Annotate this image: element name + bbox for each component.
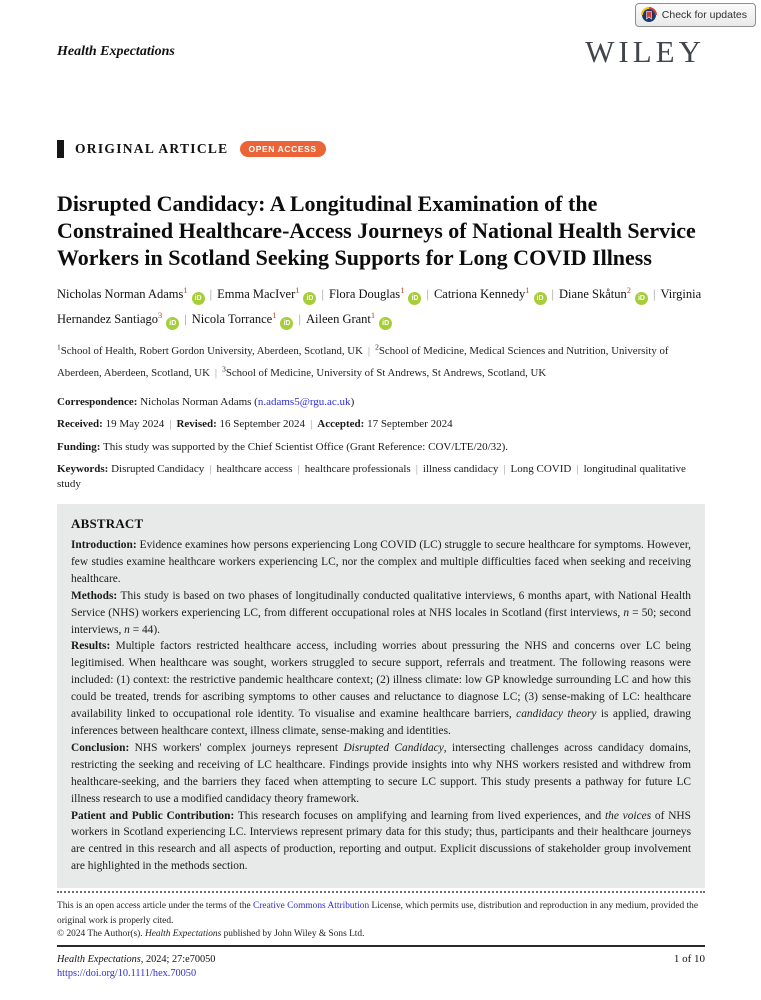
affiliation: [222, 363, 547, 379]
copyright-journal: Health Expectations: [144, 929, 222, 939]
crossmark-icon: [641, 7, 657, 23]
citation-line: [57, 953, 215, 967]
abstract-text-run: = 50; second interviews,: [71, 606, 691, 636]
author-separator: |: [321, 287, 324, 302]
abstract-text-run: n: [623, 606, 630, 619]
abstract-paragraph: [71, 740, 691, 808]
affiliation-text: School of Medicine, University of St Andrews, St Andrews, Scotland, UK: [225, 366, 547, 379]
author-affiliation-sup: 1: [525, 285, 530, 295]
correspondence-name: Nicholas Norman Adams (: [137, 395, 258, 408]
abstract-section-label: Results:: [71, 640, 111, 653]
copyright-pre: © 2024 The Author(s).: [57, 929, 145, 939]
orcid-icon[interactable]: iD: [408, 292, 421, 305]
author: [217, 287, 316, 301]
affiliation-sup: 3: [222, 363, 226, 373]
abstract-text-run: n: [124, 623, 130, 636]
keyword-separator: |: [503, 463, 506, 475]
author: [57, 287, 205, 301]
abstract-text-run: Evidence examines how persons experiencing Long COVID (LC) struggle to secure healthcare for symptoms. However, few studies examine healthcare workers experiencing LC, nor the complex and multiple difficulties faced when seeking and receiving healthcare.: [71, 539, 691, 585]
keyword: healthcare professionals: [304, 463, 411, 475]
orcid-icon[interactable]: iD: [280, 317, 293, 330]
abstract-text-run: the voices: [604, 809, 652, 822]
funding-line: [57, 440, 705, 455]
keyword-separator: |: [576, 463, 579, 475]
keywords-label: Keywords:: [57, 463, 112, 475]
author-name: Emma MacIver: [217, 287, 296, 302]
author-list: [57, 280, 705, 330]
abstract-text-run: This study is based on two phases of longitudinally conducted qualitative interviews, 6 months apart, with National Health Service (NHS) workers experiencing LC, from different occupational roles at NHS locales in Scotland (first interviews,: [71, 589, 691, 619]
abstract-text-run: Multiple factors restricted healthcare access, including worries about pressuring the NHS and concerns over LC being legitimised. When healthcare was sought, workers struggled to secure support, referrals and treatment. The following reasons were included: (1) context: the restrictive pandemic healthcare context; (2) illness climate: low GP knowledge surrounding LC and how this could be treated, trends for ascribing symptoms to other causes and reluctance to diagnose LC; (3) sense-making of LC: healthcare availability linked to occupational role identity. To visualise and examine healthcare barriers,: [71, 640, 691, 721]
author-separator: |: [551, 287, 555, 302]
history-item: [317, 418, 452, 430]
correspondence-email-link[interactable]: n.adams5@rgu.ac.uk: [257, 395, 351, 408]
affiliation-list: [57, 338, 705, 381]
author: [559, 287, 648, 301]
doi-link[interactable]: https://doi.org/10.1111/hex.70050: [57, 968, 197, 979]
license-post: License, which permits use, distribution and reproduction in any medium, provided the original work is properly cited.: [57, 901, 699, 926]
author-name: Diane Skåtun: [559, 287, 627, 302]
citation-rest: , 2024; 27:e70050: [140, 954, 216, 965]
history-separator: |: [310, 418, 313, 430]
citation-block: [57, 953, 215, 981]
keyword: healthcare access: [216, 463, 293, 475]
author-name: Virginia Hernandez Santiago: [57, 287, 702, 327]
correspondence-close: ): [350, 395, 355, 408]
author-name: Catriona Kennedy: [433, 287, 526, 302]
author-affiliation-sup: 1: [400, 285, 405, 295]
author-name: Aileen Grant: [306, 312, 371, 327]
orcid-icon[interactable]: iD: [635, 292, 648, 305]
author-name: Nicholas Norman Adams: [57, 287, 184, 302]
abstract-paragraph: [71, 537, 691, 588]
keywords-line: [57, 462, 705, 491]
author: [329, 287, 421, 301]
abstract-section-label: Conclusion:: [71, 741, 130, 754]
author-affiliation-sup: 1: [370, 310, 376, 321]
abstract-text-run: NHS workers' complex journeys represent: [129, 741, 344, 754]
abstract-text-run: candidacy theory: [516, 708, 597, 721]
article-type-banner: [57, 140, 705, 158]
history-item: [176, 418, 305, 430]
abstract-text-run: This research focuses on amplifying and learning from lived experiences, and: [234, 809, 605, 822]
creative-commons-link[interactable]: Creative Commons Attribution: [253, 901, 370, 911]
history-value: 19 May 2024: [102, 418, 165, 430]
history-value: 17 September 2024: [364, 418, 453, 430]
check-for-updates-label: Check for updates: [661, 9, 747, 21]
correspondence-label: Correspondence:: [57, 395, 138, 408]
keyword: Disrupted Candidacy: [111, 463, 205, 475]
orcid-icon[interactable]: iD: [192, 292, 205, 305]
license-statement: [57, 899, 705, 928]
history-label: Revised:: [176, 418, 217, 430]
history-separator: |: [169, 418, 172, 430]
keyword: illness candidacy: [422, 463, 499, 475]
keyword-separator: |: [415, 463, 418, 475]
affiliation-text: School of Health, Robert Gordon University, Aberdeen, Scotland, UK: [60, 344, 363, 357]
abstract-text-run: = 44).: [129, 623, 161, 636]
author-separator: |: [209, 287, 213, 302]
abstract-text-run: of NHS workers in Scotland experiencing LC. Interviews represent primary data for this study; thus, participants and their healthcare journeys are centred in this research and all aspects of production, reporting and output. Explicit discussions of stakeholder group involvement are highlighted in the methods section.: [71, 809, 691, 873]
author-affiliation-sup: 1: [272, 310, 277, 321]
affiliation-separator: |: [367, 344, 371, 357]
abstract-section-label: Patient and Public Contribution:: [71, 809, 235, 822]
banner-bar: [57, 140, 64, 158]
abstract-text-run: is applied, drawing inferences between healthcare context, illness climate, sense-making and identities.: [71, 708, 691, 737]
footer-rule: [57, 945, 705, 947]
journal-name: Health Expectations: [57, 44, 175, 59]
author-affiliation-sup: 2: [626, 285, 631, 295]
author-name: Nicola Torrance: [191, 312, 273, 327]
abstract-text-run: Disrupted Candidacy: [343, 741, 444, 754]
orcid-icon[interactable]: iD: [303, 292, 316, 305]
history-label: Accepted:: [317, 418, 365, 430]
affiliation-sup: 1: [57, 342, 61, 352]
abstract-paragraph: [71, 638, 691, 739]
author-name: Flora Douglas: [329, 287, 401, 302]
copyright-line: [57, 929, 705, 939]
correspondence-line: [57, 395, 705, 410]
license-pre: This is an open access article under the terms of the: [57, 901, 254, 911]
orcid-icon[interactable]: iD: [534, 292, 547, 305]
check-for-updates-button[interactable]: [635, 3, 756, 27]
keyword: longitudinal qualitative study: [57, 463, 686, 490]
author: [306, 312, 392, 326]
funding-label: Funding:: [57, 440, 101, 453]
author-separator: |: [298, 312, 301, 327]
author: [192, 312, 294, 326]
author-affiliation-sup: 1: [183, 285, 188, 295]
abstract-text-run: , intersecting challenges across candidacy domains, restricting the seeking and receiving of LC healthcare. Findings provide insights into why NHS workers resisted and withdrew from healthcare-seeking, and the barriers they faced when attempting to secure LC support. This study presents a pathway for future LC illness research to use a modified candidacy theory framework.: [71, 741, 691, 805]
abstract-section-label: Introduction:: [71, 539, 137, 551]
author-separator: |: [426, 287, 429, 302]
history-line: [57, 417, 705, 432]
author-separator: |: [184, 312, 187, 327]
author-separator: |: [652, 287, 656, 302]
abstract-sections: [71, 537, 691, 875]
copyright-post: published by John Wiley & Sons Ltd.: [221, 929, 365, 939]
keyword-separator: |: [297, 463, 300, 475]
dotted-divider: [57, 891, 705, 893]
article-type-label: ORIGINAL ARTICLE: [75, 141, 229, 156]
author-affiliation-sup: 3: [158, 310, 163, 321]
affiliation-sup: 2: [375, 342, 379, 352]
page-number: 1 of 10: [673, 953, 705, 965]
abstract-heading: ABSTRACT: [71, 516, 144, 531]
author: [434, 287, 547, 301]
history-label: Received:: [57, 418, 103, 430]
history-value: 16 September 2024: [216, 418, 306, 430]
funding-text: This study was supported by the Chief Scientist Office (Grant Reference: COV/LTE/20/32).: [100, 440, 509, 453]
citation-journal: Health Expectations: [57, 954, 141, 965]
affiliation-text: School of Medicine, Medical Sciences and Nutrition, University of Aberdeen, Aberdeen, Scotland, UK: [57, 344, 669, 379]
abstract-section-label: Methods:: [71, 589, 118, 602]
wiley-logo: WILEY: [585, 34, 705, 69]
page-header: [57, 0, 705, 70]
orcid-icon[interactable]: iD: [166, 317, 179, 330]
abstract-box: [57, 504, 705, 888]
orcid-icon[interactable]: iD: [379, 317, 392, 330]
affiliation-separator: |: [214, 366, 218, 379]
history-item: [57, 418, 164, 430]
open-access-badge: OPEN ACCESS: [240, 141, 326, 157]
abstract-paragraph: [71, 808, 691, 876]
abstract-paragraph: [71, 588, 691, 639]
author-affiliation-sup: 1: [295, 285, 300, 295]
affiliation: [57, 342, 363, 357]
keyword-separator: |: [209, 463, 212, 475]
article-title: Disrupted Candidacy: A Longitudinal Examination of the Constrained Healthcare-Access Journeys of National Health Service Workers in Scotland Seeking Supports for Long COVID Illness: [57, 191, 696, 270]
keyword: Long COVID: [510, 463, 572, 475]
